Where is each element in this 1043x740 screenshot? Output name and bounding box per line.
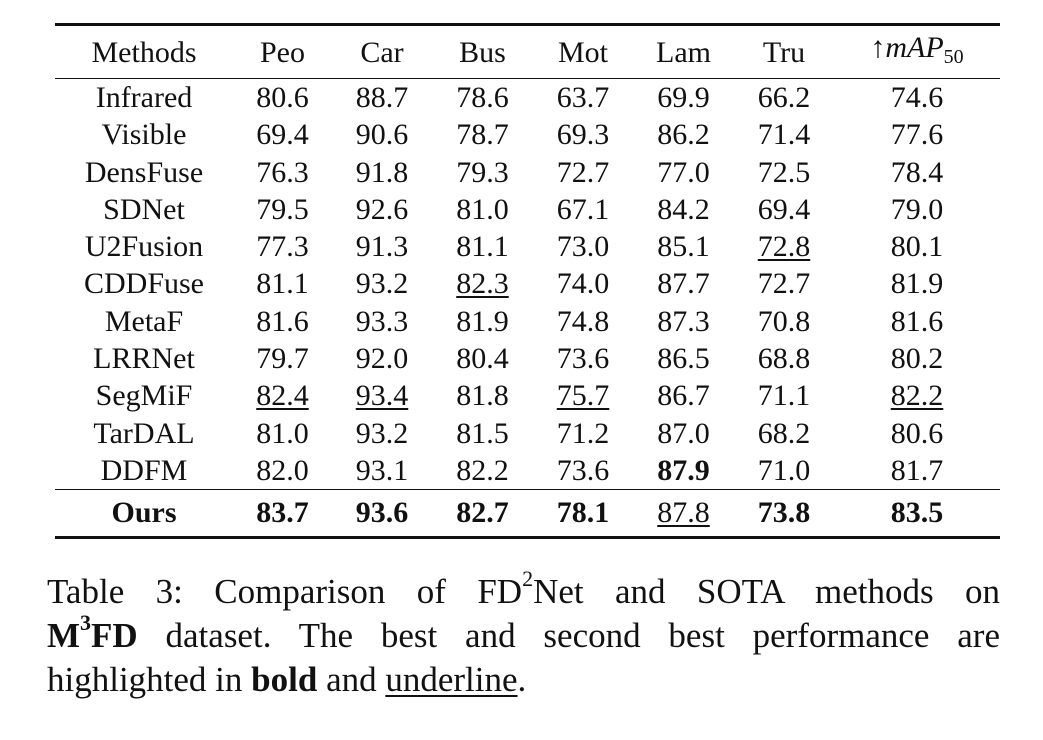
score-cell xyxy=(633,116,734,153)
score-value: 68.8 xyxy=(757,342,811,376)
caption-text: Table 3: Comparison of FD xyxy=(47,572,523,611)
score-value: 81.0 xyxy=(256,416,309,450)
caption-underline-word: underline xyxy=(385,660,518,699)
score-cell xyxy=(432,154,533,191)
score-value: 88.7 xyxy=(355,81,409,114)
score-cell xyxy=(432,490,533,538)
score-value: 73.6 xyxy=(556,453,610,487)
method-name-cell: TarDAL xyxy=(93,416,195,450)
score-cell xyxy=(633,490,734,538)
table-caption xyxy=(47,566,1000,702)
score-cell xyxy=(734,340,834,377)
score-value: 83.5 xyxy=(890,495,944,529)
score-cell xyxy=(332,228,432,265)
score-value: 80.4 xyxy=(456,342,509,376)
score-value: 78.6 xyxy=(456,81,509,114)
score-cell xyxy=(533,116,633,153)
score-value: 86.2 xyxy=(657,118,710,152)
score-value: 75.7 xyxy=(556,379,610,413)
score-value: 77.0 xyxy=(657,155,710,189)
score-cell xyxy=(834,79,1000,117)
caption-bold-text: M xyxy=(47,616,81,655)
score-value: 69.4 xyxy=(757,192,811,226)
score-value: 76.3 xyxy=(256,155,309,189)
score-cell xyxy=(233,116,332,153)
method-name-cell: DDFM xyxy=(100,453,188,487)
score-value: 81.9 xyxy=(456,304,509,338)
score-cell xyxy=(332,452,432,490)
map-symbol: mAP xyxy=(885,31,944,65)
score-cell xyxy=(633,154,734,191)
score-value: 91.8 xyxy=(355,155,409,189)
score-cell xyxy=(533,415,633,452)
score-value: 72.7 xyxy=(757,267,811,301)
score-cell xyxy=(734,265,834,302)
score-cell xyxy=(432,265,533,302)
score-cell xyxy=(233,265,332,302)
column-header-methods: Methods xyxy=(91,36,197,70)
score-value: 80.2 xyxy=(890,342,944,376)
score-value: 93.4 xyxy=(355,379,409,413)
score-value: 82.3 xyxy=(456,267,509,301)
score-cell xyxy=(633,415,734,452)
method-name-cell: Infrared xyxy=(95,81,193,114)
table-row xyxy=(55,154,1000,191)
score-value: 63.7 xyxy=(556,81,610,114)
score-cell xyxy=(533,303,633,340)
method-name-cell: CDDFuse xyxy=(83,267,204,301)
results-table-container xyxy=(55,23,1000,539)
score-value: 66.2 xyxy=(757,81,811,114)
score-value: 77.3 xyxy=(256,230,309,264)
column-header-mot: Mot xyxy=(557,36,608,70)
caption-line-2 xyxy=(47,610,1000,658)
score-cell xyxy=(432,79,533,117)
score-cell xyxy=(233,377,332,414)
score-cell xyxy=(734,377,834,414)
score-value: 74.6 xyxy=(890,81,944,114)
score-value: 82.7 xyxy=(456,495,509,529)
score-value: 73.0 xyxy=(556,230,610,264)
table-row xyxy=(55,265,1000,302)
caption-text: highlighted in xyxy=(47,660,252,699)
score-value: 87.9 xyxy=(657,453,710,487)
score-value: 68.2 xyxy=(757,416,811,450)
score-value: 74.0 xyxy=(556,267,610,301)
score-value: 81.6 xyxy=(256,304,309,338)
score-cell xyxy=(533,79,633,117)
score-value: 73.8 xyxy=(757,495,811,529)
score-cell xyxy=(734,79,834,117)
table-row xyxy=(55,340,1000,377)
score-cell xyxy=(734,303,834,340)
score-cell xyxy=(834,191,1000,228)
caption-line-3 xyxy=(47,658,1000,702)
score-value: 93.6 xyxy=(355,495,409,529)
score-cell xyxy=(432,452,533,490)
score-value: 81.6 xyxy=(890,304,944,338)
score-value: 69.4 xyxy=(256,118,309,152)
table-row xyxy=(55,303,1000,340)
method-name-cell: U2Fusion xyxy=(84,230,204,264)
score-value: 87.7 xyxy=(657,267,710,301)
method-name-cell: SDNet xyxy=(103,192,185,226)
table-row xyxy=(55,415,1000,452)
column-header-peo: Peo xyxy=(260,36,305,70)
score-value: 81.0 xyxy=(456,192,509,226)
score-cell xyxy=(834,154,1000,191)
score-value: 71.0 xyxy=(757,453,811,487)
column-header-bus: Bus xyxy=(459,36,506,70)
score-cell xyxy=(533,191,633,228)
score-cell xyxy=(834,452,1000,490)
score-value: 71.1 xyxy=(757,379,811,413)
score-value: 84.2 xyxy=(657,192,710,226)
up-arrow-icon: ↑ xyxy=(870,31,886,65)
score-value: 69.9 xyxy=(657,81,710,114)
score-value: 80.6 xyxy=(256,81,309,114)
score-cell xyxy=(734,154,834,191)
caption-line-1 xyxy=(47,566,1000,614)
score-value: 73.6 xyxy=(556,342,610,376)
score-cell xyxy=(432,228,533,265)
score-cell xyxy=(233,154,332,191)
score-value: 93.2 xyxy=(355,267,409,301)
map-subscript: 50 xyxy=(943,46,964,69)
score-cell xyxy=(233,303,332,340)
score-cell xyxy=(233,490,332,538)
score-value: 86.5 xyxy=(657,342,710,376)
score-cell xyxy=(633,191,734,228)
score-value: 85.1 xyxy=(657,230,710,264)
score-value: 87.8 xyxy=(657,495,710,529)
score-cell xyxy=(533,154,633,191)
score-cell xyxy=(734,191,834,228)
score-value: 72.5 xyxy=(757,155,811,189)
score-value: 92.6 xyxy=(355,192,409,226)
score-cell xyxy=(834,116,1000,153)
caption-superscript: 3 xyxy=(80,610,92,636)
score-cell xyxy=(233,415,332,452)
table-row xyxy=(55,452,1000,490)
method-name-cell: LRRNet xyxy=(93,342,195,376)
score-cell xyxy=(834,490,1000,538)
score-value: 79.0 xyxy=(890,192,944,226)
score-value: 69.3 xyxy=(556,118,610,152)
score-cell xyxy=(332,490,432,538)
score-cell xyxy=(533,228,633,265)
score-value: 83.7 xyxy=(256,495,309,529)
score-cell xyxy=(332,415,432,452)
score-value: 77.6 xyxy=(890,118,944,152)
column-header-map50 xyxy=(834,25,1000,79)
score-value: 82.0 xyxy=(256,453,309,487)
results-table xyxy=(55,23,1000,539)
score-value: 81.5 xyxy=(456,416,509,450)
caption-text: . xyxy=(517,660,527,699)
score-cell xyxy=(633,79,734,117)
score-cell xyxy=(432,303,533,340)
score-cell xyxy=(834,303,1000,340)
score-value: 90.6 xyxy=(355,118,409,152)
method-name-cell: Visible xyxy=(101,118,187,152)
table-row-ours xyxy=(55,490,1000,538)
column-header-lam: Lam xyxy=(656,36,711,70)
score-value: 67.1 xyxy=(556,192,610,226)
score-cell xyxy=(834,340,1000,377)
score-cell xyxy=(633,452,734,490)
caption-text: dataset. The best and second best performance are xyxy=(137,616,1000,655)
score-value: 72.8 xyxy=(757,230,811,264)
score-cell xyxy=(633,303,734,340)
table-row xyxy=(55,228,1000,265)
method-name-cell: DensFuse xyxy=(84,155,204,189)
score-cell xyxy=(533,452,633,490)
score-value: 82.4 xyxy=(256,379,309,413)
score-value: 81.7 xyxy=(890,453,944,487)
score-cell xyxy=(734,452,834,490)
score-value: 74.8 xyxy=(556,304,610,338)
score-cell xyxy=(533,377,633,414)
table-ours-section xyxy=(55,490,1000,538)
score-value: 87.3 xyxy=(657,304,710,338)
score-value: 81.8 xyxy=(456,379,509,413)
score-cell xyxy=(332,154,432,191)
score-cell xyxy=(834,228,1000,265)
score-value: 82.2 xyxy=(890,379,944,413)
score-value: 91.3 xyxy=(355,230,409,264)
score-value: 79.3 xyxy=(456,155,509,189)
score-cell xyxy=(633,377,734,414)
score-cell xyxy=(734,228,834,265)
score-cell xyxy=(432,377,533,414)
score-cell xyxy=(332,303,432,340)
caption-superscript: 2 xyxy=(522,566,534,592)
score-cell xyxy=(633,340,734,377)
score-cell xyxy=(233,228,332,265)
score-value: 80.6 xyxy=(890,416,944,450)
method-name-cell: MetaF xyxy=(104,304,184,338)
caption-text: Net and SOTA methods on xyxy=(533,572,1000,611)
score-value: 72.7 xyxy=(556,155,610,189)
column-header-car: Car xyxy=(360,36,404,70)
score-value: 86.7 xyxy=(657,379,710,413)
score-cell xyxy=(533,340,633,377)
score-cell xyxy=(233,191,332,228)
score-cell xyxy=(834,265,1000,302)
score-value: 71.4 xyxy=(757,118,811,152)
score-value: 78.1 xyxy=(556,495,610,529)
score-value: 82.2 xyxy=(456,453,509,487)
score-cell xyxy=(432,340,533,377)
column-header-tru: Tru xyxy=(762,36,806,70)
method-name-cell: Ours xyxy=(111,495,177,529)
score-value: 81.1 xyxy=(456,230,509,264)
score-cell xyxy=(233,79,332,117)
score-value: 78.7 xyxy=(456,118,509,152)
score-cell xyxy=(734,116,834,153)
score-cell xyxy=(332,377,432,414)
score-cell xyxy=(233,340,332,377)
table-body xyxy=(55,79,1000,490)
score-cell xyxy=(332,340,432,377)
table-header-row xyxy=(55,25,1000,79)
score-cell xyxy=(533,490,633,538)
score-cell xyxy=(834,415,1000,452)
score-cell xyxy=(533,265,633,302)
caption-bold-text: FD xyxy=(91,616,138,655)
method-name-cell: SegMiF xyxy=(95,379,193,413)
score-value: 78.4 xyxy=(890,155,944,189)
score-value: 81.9 xyxy=(890,267,944,301)
score-value: 93.3 xyxy=(355,304,409,338)
score-value: 79.7 xyxy=(256,342,309,376)
score-value: 70.8 xyxy=(757,304,811,338)
caption-dataset-name xyxy=(47,610,138,655)
table-row xyxy=(55,79,1000,117)
score-cell xyxy=(332,79,432,117)
score-cell xyxy=(432,116,533,153)
score-cell xyxy=(834,377,1000,414)
score-cell xyxy=(332,265,432,302)
score-cell xyxy=(332,191,432,228)
score-cell xyxy=(233,452,332,490)
score-value: 79.5 xyxy=(256,192,309,226)
score-value: 71.2 xyxy=(556,416,610,450)
score-cell xyxy=(432,415,533,452)
score-cell xyxy=(332,116,432,153)
score-cell xyxy=(734,490,834,538)
caption-text: and xyxy=(317,660,386,699)
score-cell xyxy=(432,191,533,228)
score-value: 87.0 xyxy=(657,416,710,450)
table-row xyxy=(55,377,1000,414)
score-value: 80.1 xyxy=(890,230,944,264)
score-value: 93.1 xyxy=(355,453,409,487)
score-cell xyxy=(633,228,734,265)
score-value: 92.0 xyxy=(355,342,409,376)
score-cell xyxy=(734,415,834,452)
score-cell xyxy=(633,265,734,302)
caption-bold-word: bold xyxy=(251,660,318,699)
table-row xyxy=(55,116,1000,153)
table-row xyxy=(55,191,1000,228)
score-value: 81.1 xyxy=(256,267,309,301)
score-value: 93.2 xyxy=(355,416,409,450)
